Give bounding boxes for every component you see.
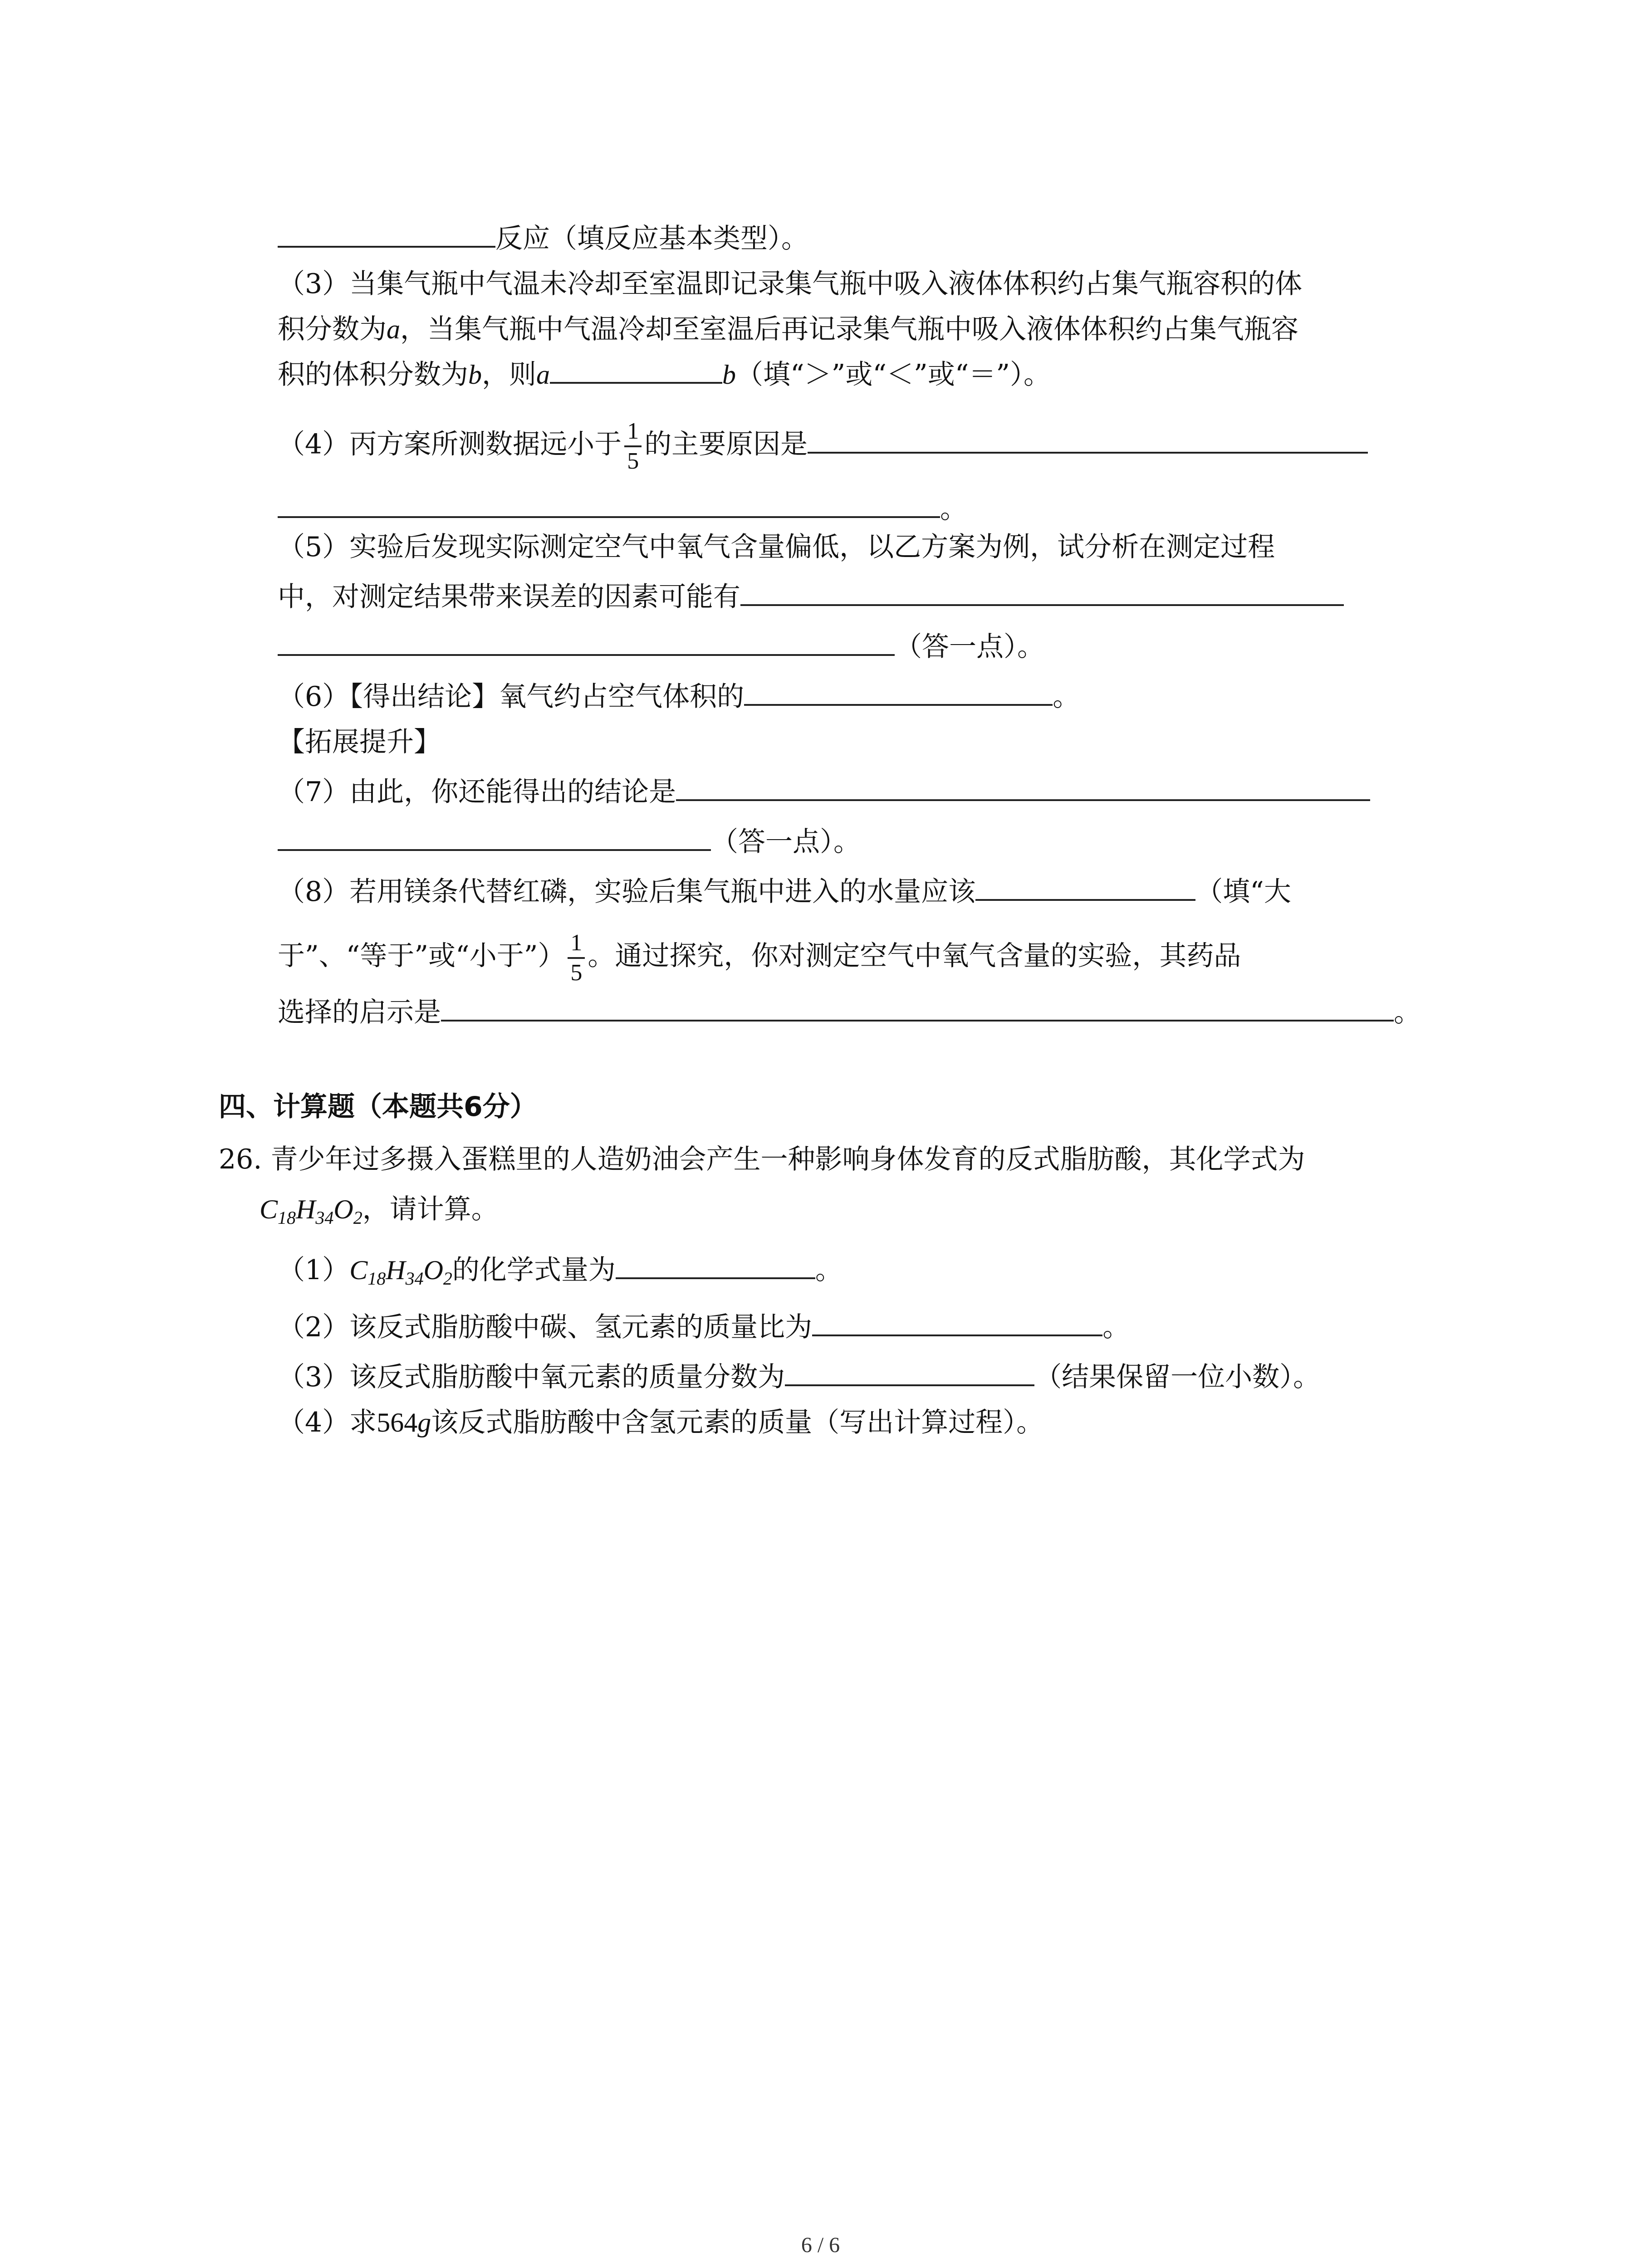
answer-blank[interactable] bbox=[812, 1309, 1102, 1336]
chemical-formula: $C_{18}H_{34}O_2$ bbox=[260, 1194, 362, 1228]
variable: b bbox=[468, 360, 482, 390]
variable: a bbox=[387, 314, 400, 344]
text: （答一点）。 bbox=[895, 631, 1044, 663]
answer-blank[interactable] bbox=[278, 220, 495, 248]
text: 于”、“等于”或“小于”） bbox=[278, 940, 565, 972]
text: （1） bbox=[278, 1254, 350, 1286]
unit: g bbox=[417, 1408, 431, 1437]
q25-part3-line3 bbox=[278, 357, 1051, 393]
text: 该反式脂肪酸中含氢元素的质量（写出计算过程）。 bbox=[431, 1407, 1044, 1438]
q26-line2 bbox=[260, 1191, 499, 1227]
text: ，当集气瓶中气温冷却至室温后再记录集气瓶中吸入液体体积约占集气瓶容 bbox=[400, 313, 1298, 345]
section-heading: 四、计算题（本题共6分） bbox=[219, 1091, 537, 1123]
q25-line-reaction-type bbox=[278, 220, 808, 257]
denominator: 5 bbox=[627, 448, 639, 474]
text: ，请计算。 bbox=[362, 1193, 499, 1225]
text: （填“大 bbox=[1195, 876, 1291, 908]
text: （填“＞”或“＜”或“＝”）。 bbox=[736, 359, 1051, 391]
q25-part3-line1: （3）当集气瓶中气温未冷却至室温即记录集气瓶中吸入液体体积约占集气瓶容积的体 bbox=[278, 268, 1303, 300]
answer-blank[interactable] bbox=[278, 629, 895, 656]
text: ，则 bbox=[482, 359, 536, 391]
q25-part5-line3 bbox=[278, 629, 1044, 665]
q26-part3 bbox=[278, 1359, 1320, 1395]
denominator: 5 bbox=[570, 960, 583, 986]
q25-part6 bbox=[278, 679, 1080, 715]
text: （7）由此，你还能得出的结论是 bbox=[278, 776, 676, 808]
numerator: 1 bbox=[568, 929, 585, 959]
text: （6）【得出结论】氧气约占空气体积的 bbox=[278, 681, 745, 713]
text: （8）若用镁条代替红磷，实验后集气瓶中进入的水量应该 bbox=[278, 876, 976, 908]
text: 。 bbox=[1394, 997, 1421, 1028]
q25-part8-line3 bbox=[278, 994, 1421, 1031]
answer-blank[interactable] bbox=[278, 824, 711, 851]
answer-blank[interactable] bbox=[740, 579, 1344, 606]
text: （3）该反式脂肪酸中氧元素的质量分数为 bbox=[278, 1361, 785, 1393]
text: （答一点）。 bbox=[711, 826, 861, 858]
q25-part8-line1 bbox=[278, 874, 1291, 910]
q26-part4 bbox=[278, 1404, 1043, 1441]
answer-blank[interactable] bbox=[808, 426, 1368, 454]
answer-blank[interactable] bbox=[550, 357, 722, 384]
answer-blank[interactable] bbox=[616, 1252, 815, 1279]
text: 。 bbox=[940, 493, 967, 525]
text: 选择的启示是 bbox=[278, 997, 441, 1028]
text: 中，对测定结果带来误差的因素可能有 bbox=[278, 581, 740, 613]
text: （4）求 bbox=[278, 1407, 377, 1438]
number: 564 bbox=[377, 1408, 418, 1437]
answer-blank[interactable] bbox=[278, 491, 940, 518]
q25-part4-line1 bbox=[278, 417, 1368, 475]
extend-heading: 【拓展提升】 bbox=[278, 726, 441, 758]
text: 的主要原因是 bbox=[644, 428, 808, 460]
q25-part8-line2 bbox=[278, 929, 1241, 987]
fraction bbox=[568, 929, 585, 987]
q25-part7-line1 bbox=[278, 774, 1370, 810]
q25-part3-line2 bbox=[278, 311, 1298, 347]
answer-blank[interactable] bbox=[975, 874, 1195, 901]
text: 积的体积分数为 bbox=[278, 359, 468, 391]
q25-part5-line2 bbox=[278, 579, 1344, 615]
answer-blank[interactable] bbox=[785, 1359, 1034, 1386]
text: （2）该反式脂肪酸中碳、氢元素的质量比为 bbox=[278, 1311, 813, 1343]
answer-blank[interactable] bbox=[744, 679, 1053, 706]
numerator: 1 bbox=[624, 417, 642, 447]
text: 积分数为 bbox=[278, 313, 387, 345]
text: 。 bbox=[1102, 1311, 1130, 1343]
text: 的化学式量为 bbox=[452, 1254, 616, 1286]
text: 。 bbox=[1053, 681, 1080, 713]
text: 反应（填反应基本类型）。 bbox=[495, 223, 808, 254]
page-number: 6 / 6 bbox=[801, 2233, 840, 2257]
q26-part2 bbox=[278, 1309, 1130, 1345]
fraction bbox=[624, 417, 642, 475]
answer-blank[interactable] bbox=[441, 994, 1394, 1022]
text: （结果保留一位小数）。 bbox=[1034, 1361, 1321, 1393]
q25-part7-line2 bbox=[278, 824, 861, 860]
text: （4）丙方案所测数据远小于 bbox=[278, 428, 622, 460]
q25-part5-line1: （5）实验后发现实际测定空气中氧气含量偏低，以乙方案为例，试分析在测定过程 bbox=[278, 531, 1275, 563]
chemical-formula: $C_{18}H_{34}O_2$ bbox=[349, 1255, 452, 1289]
q25-part4-line2 bbox=[278, 491, 967, 527]
text: 。通过探究，你对测定空气中氧气含量的实验，其药品 bbox=[588, 940, 1241, 972]
text: 。 bbox=[815, 1254, 843, 1286]
answer-blank[interactable] bbox=[676, 774, 1370, 801]
q26-part1 bbox=[278, 1252, 843, 1288]
q26-line1: 26. 青少年过多摄入蛋糕里的人造奶油会产生一种影响身体发育的反式脂肪酸，其化学式为 bbox=[219, 1144, 1305, 1175]
variable: a bbox=[536, 360, 550, 390]
variable: b bbox=[722, 360, 736, 390]
